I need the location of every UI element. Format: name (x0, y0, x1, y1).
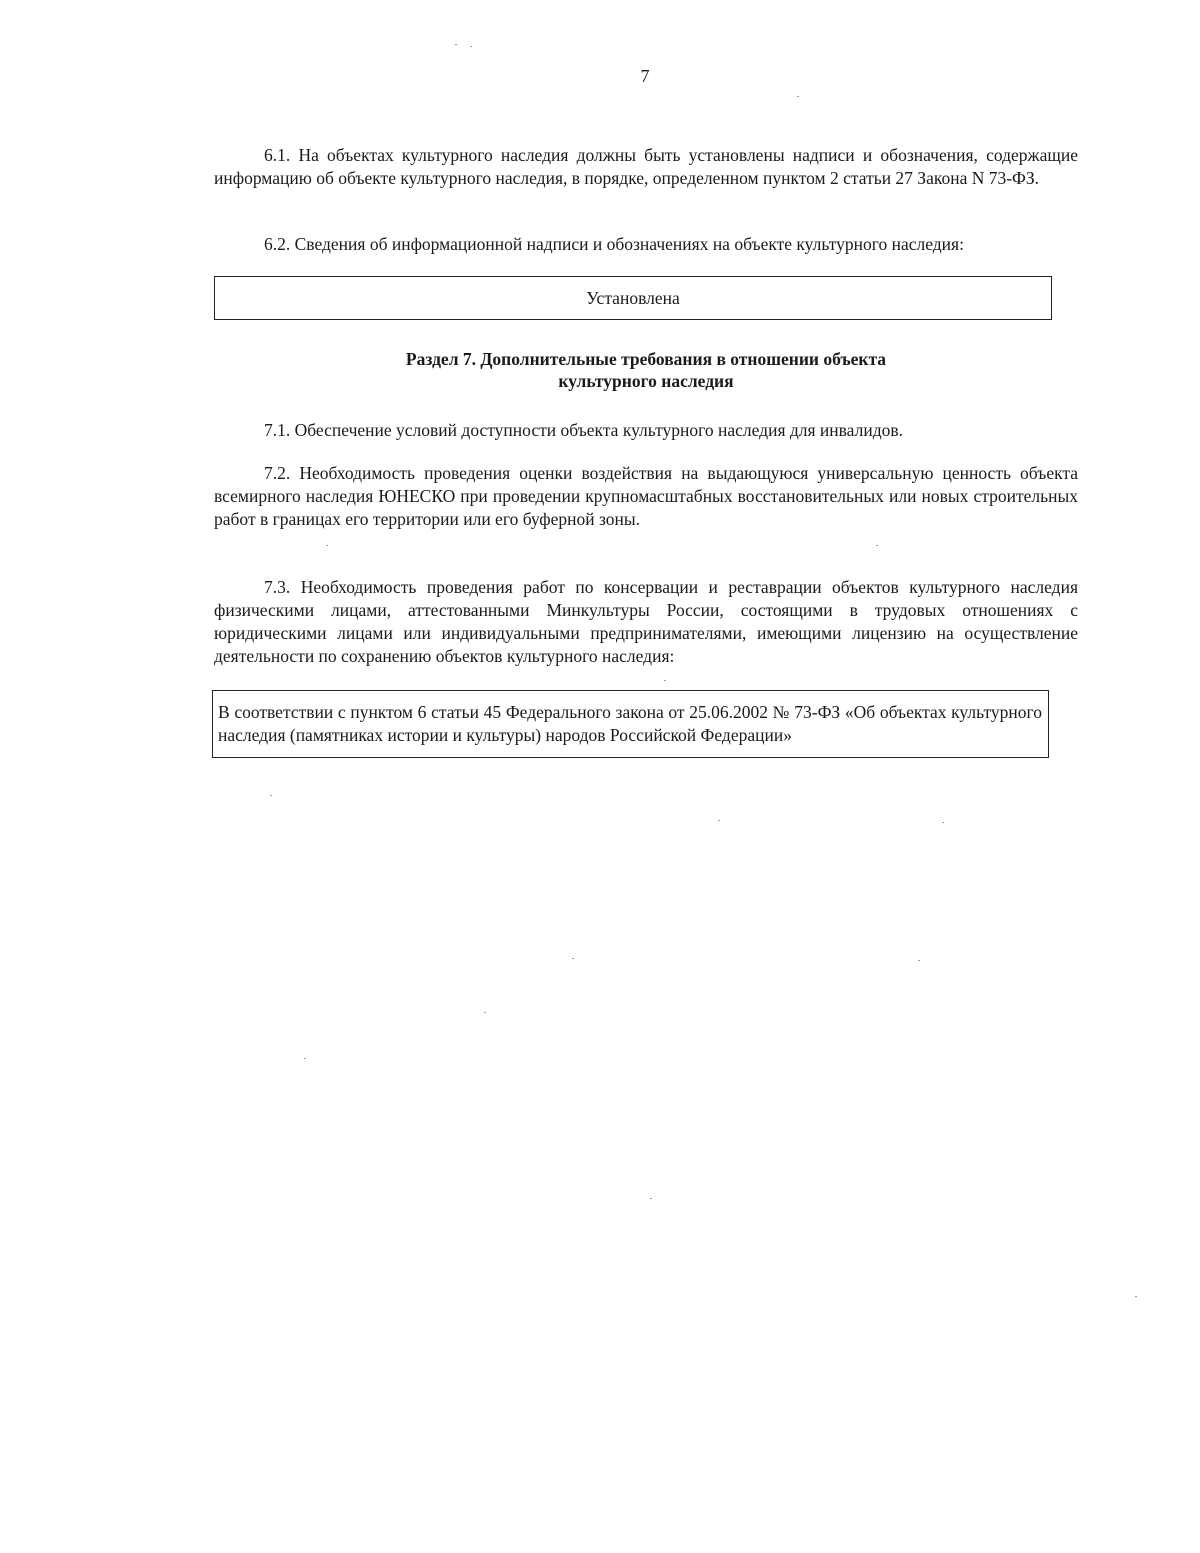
inscription-status-value: Установлена (586, 287, 680, 308)
scan-speck (572, 958, 574, 959)
paragraph-6-2: 6.2. Сведения об информационной надписи и обозначениях на объекте культурного наследия: (264, 234, 964, 254)
paragraph-7-2: 7.2. Необходимость проведения оценки воздействия на выдающуюся универсальную ценность объекта всемирного наследия ЮНЕСКО при проведении крупномасштабных восстановительных или новых строительных работ в границах его территории или его буферной зоны. (214, 463, 1078, 529)
restoration-requirement-box (212, 690, 1049, 758)
paragraph-6-1: 6.1. На объектах культурного наследия должны быть установлены надписи и обозначения, содержащие информацию об объекте культурного наследия, в порядке, определенном пунктом 2 статьи 27 Закона N 73-ФЗ. (214, 145, 1078, 188)
scan-speck (484, 1012, 486, 1013)
scan-speck (326, 545, 328, 546)
inscription-status-box (214, 276, 1052, 320)
scan-speck (650, 1198, 652, 1199)
restoration-requirement-value: В соответствии с пунктом 6 статьи 45 Федерального закона от 25.06.2002 № 73-ФЗ «Об объектах культурного наследия (памятниках истории и культуры) народов Российской Федерации» (218, 702, 1042, 745)
scan-speck (876, 545, 878, 546)
scan-speck (664, 680, 666, 681)
paragraph-7-3: 7.3. Необходимость проведения работ по консервации и реставрации объектов культурного наследия физическими лицами, аттестованными Минкультуры России, состоящими в трудовых отношениях с юридическими лицами или индивидуальными предпринимателями, имеющими лицензию на осуществление деятельности по сохранению объектов культурного наследия: (214, 577, 1078, 666)
scan-speck (470, 46, 472, 47)
scan-speck (455, 44, 457, 45)
scan-speck (718, 820, 720, 821)
scan-speck (942, 822, 944, 823)
scan-speck (918, 960, 920, 961)
section-7-title-line1: Раздел 7. Дополнительные требования в отношении объекта (405, 349, 887, 369)
scan-speck (1135, 1296, 1137, 1297)
section-7-title-line2: культурного наследия (558, 371, 734, 391)
scan-speck (270, 795, 272, 796)
section-7-title (214, 348, 1078, 392)
paragraph-7-1: 7.1. Обеспечение условий доступности объекта культурного наследия для инвалидов. (264, 420, 903, 440)
scan-speck (797, 96, 799, 97)
page-number: 7 (640, 66, 650, 86)
scan-speck (304, 1058, 306, 1059)
